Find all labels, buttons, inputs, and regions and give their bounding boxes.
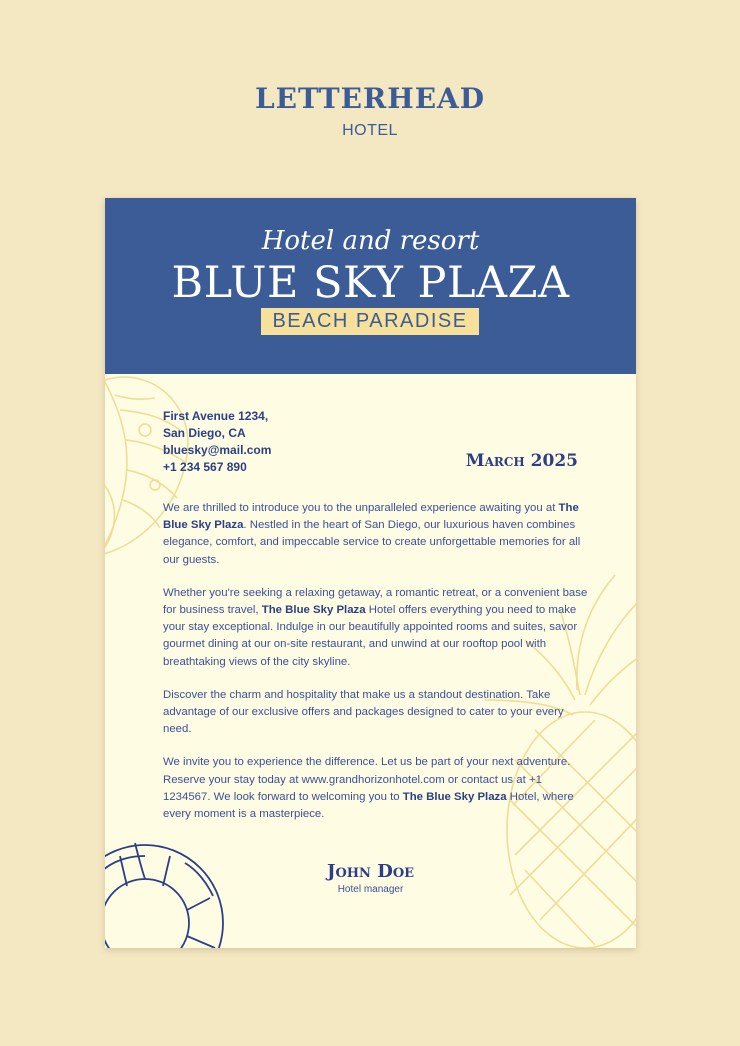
address-line2: San Diego, CA	[163, 426, 246, 440]
signature-title: Hotel manager	[337, 884, 404, 895]
email: bluesky@mail.com	[163, 443, 272, 457]
tagline-badge: BEACH PARADISE	[261, 308, 479, 335]
paragraph-4: We invite you to experience the difference. Let us be part of your next adventure. Reserve your stay today at www.grandhorizonhotel.com or contact us at +1 1234567. We look forward to welcoming you to The Blue Sky Plaza Hotel, where every moment is a masterpiece.	[163, 756, 574, 821]
header-script: Hotel and resort	[261, 226, 480, 256]
letter-body	[163, 500, 588, 839]
showcase-subtitle: HOTEL	[342, 122, 398, 139]
paragraph-2: Whether you're seeking a relaxing getaway, a romantic retreat, or a convenient base for business travel, The Blue Sky Plaza Hotel offers everything you need to make your stay exceptional. Indulge in our beautifully appointed rooms and suites, savor gourmet dining at our on-site restaurant, and unwind at our rooftop pool with breathtaking views of the city skyline.	[163, 586, 588, 668]
paragraph-1: We are thrilled to introduce you to the unparalleled experience awaiting you at The Blue Sky Plaza. Nestled in the heart of San Diego, our luxurious haven combines elegance, comfort, and impeccable service to create unforgettable memories for all our guests.	[163, 502, 581, 566]
signature-name: John Doe	[326, 861, 415, 882]
paragraph-3: Discover the charm and hospitality that make us a standout destination. Take advantage of our exclusive offers and packages designed to cater to your every need.	[163, 688, 564, 736]
phone: +1 234 567 890	[163, 460, 247, 474]
letterhead-sheet	[105, 198, 636, 948]
showcase-title: LETTERHEAD	[254, 82, 486, 115]
header-band	[105, 198, 636, 374]
address-line1: First Avenue 1234,	[163, 409, 269, 423]
letter-date: March 2025	[465, 451, 578, 471]
contact-block	[163, 408, 271, 476]
hotel-name: BLUE SKY PLAZA	[171, 258, 570, 308]
